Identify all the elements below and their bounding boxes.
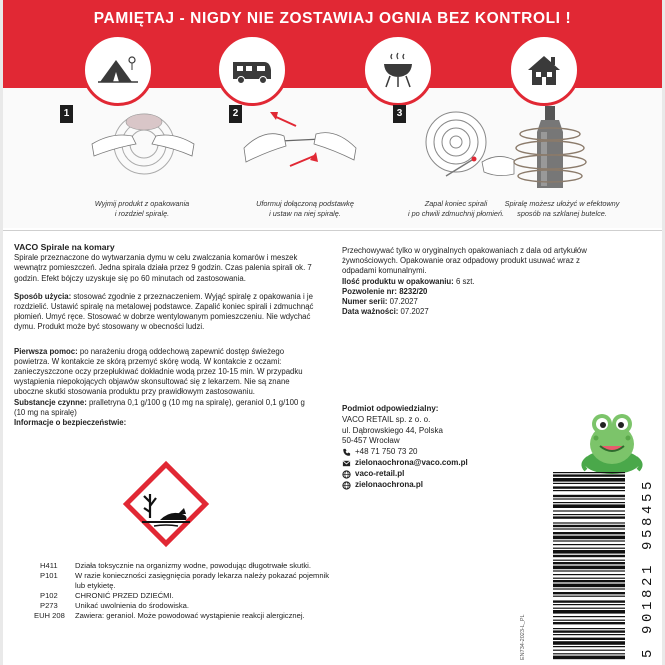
hazard-statements (34, 561, 340, 621)
usage-paragraph (14, 292, 314, 333)
usage-text: stosować zgodnie z przeznaczeniem. Wyjąć spiralę z opakowania i je rozdzielić. Ustawić spiralę na metalowej podstawce. Zapalić koniec spirali i zdmuchnąć płomień. Umyć ręce. Stosować w dobrze wentylowanym pomieszczeniu. Nie wdychać dymu. Produkt może być stosowany w obecności ludzi. (14, 291, 314, 332)
frog-mascot-icon (574, 402, 650, 480)
grill-icon (376, 48, 420, 92)
first-aid-paragraph (14, 347, 314, 398)
barcode-bar (553, 490, 625, 491)
hazard-code: EUH 208 (34, 611, 65, 620)
hazard-row (34, 611, 340, 621)
barcode-digits: 5 901821 958455 (640, 477, 656, 658)
active-text: pralletryna 0,1 g/100 g (10 mg na spiralę), geraniol 0,1 g/100 g (10 mg na spiralę) (14, 397, 305, 417)
barcode (553, 470, 653, 660)
hazard-text: CHRONIĆ PRZED DZIEĆMI. (75, 591, 174, 600)
house-circle (508, 34, 580, 106)
step-2-caption (230, 199, 380, 218)
banner-title: PAMIĘTAJ - NIGDY NIE ZOSTAWIAJ OGNIA BEZ KONTROLI ! (93, 10, 572, 27)
product-intro: Spirale przeznaczone do wytwarzania dymu w celu zwalczania komarów i meszek wewnątrz pomieszczeń. Jedna spirala działa przez 9 godzin. Czas palenia spirali ok. 7 godzin. Efekt bójczy uzyskuje się po 60 minutach od zastosowania. (14, 253, 312, 283)
barcode-bar (553, 616, 625, 617)
barcode-bar (553, 528, 625, 529)
globe-icon (342, 470, 351, 479)
barcode-bar (553, 574, 625, 575)
step-4-caption-line-2: sposób na szklanej butelce. (517, 208, 607, 218)
phone-icon (342, 448, 351, 457)
active-label: Substancje czynne: (14, 397, 87, 407)
barcode-bar (553, 596, 625, 597)
barcode-bar (553, 656, 625, 660)
step-1-caption-line-1: Wyjmij produkt z opakowania (94, 199, 190, 208)
label-code: EN734-2023-L_PL (520, 614, 526, 660)
environment-hazard-icon (120, 458, 212, 550)
barcode-bar (553, 532, 625, 534)
tent-icon (96, 48, 140, 92)
tent-circle (82, 34, 154, 106)
barcode-bar (553, 548, 625, 549)
step-3-caption-line-2: i po chwili zdmuchnij płomień. (407, 208, 505, 218)
barcode-bar (553, 486, 625, 488)
step-1-caption-line-2: i rozdziel spiralę. (114, 208, 170, 218)
website-row-1 (342, 469, 468, 480)
step-2-caption-line-2: i ustaw na niej spiralę. (269, 208, 341, 218)
hazard-text: Działa toksycznie na organizmy wodne, powodując długotrwałe skutki. (75, 561, 311, 570)
barcode-bar (553, 610, 625, 614)
safety-info-label: Informacje o bezpieczeństwie: (14, 418, 127, 428)
serial-row (342, 297, 652, 307)
email-address[interactable]: zielonaochrona@vaco.com.pl (355, 458, 468, 468)
hazard-row (40, 571, 340, 591)
barcode-bar (553, 608, 625, 609)
stand-shaping-illustration (240, 104, 360, 196)
barcode-bar (553, 630, 625, 632)
barcode-bar (553, 502, 625, 503)
hazard-text: Unikać uwolnienia do środowiska. (75, 601, 189, 610)
expiry-row (342, 307, 652, 317)
email-row (342, 458, 468, 469)
serial-label: Numer serii: (342, 297, 388, 307)
barcode-bar (553, 566, 625, 570)
barcode-bar (553, 495, 625, 497)
phone-row (342, 447, 468, 458)
barcode-bar (553, 562, 625, 564)
hazard-code: P101 (40, 571, 58, 580)
barcode-bar (553, 578, 625, 579)
grill-circle (362, 34, 434, 106)
company-name: VACO RETAIL sp. z o. o. (342, 414, 431, 424)
hazard-row (40, 561, 340, 571)
barcode-bar (553, 600, 625, 602)
barcode-bar (553, 536, 625, 540)
spiral-separate-illustration (82, 104, 202, 196)
step-1-caption (67, 199, 217, 218)
usage-label: Sposób użycia: (14, 291, 72, 301)
responsible-label: Podmiot odpowiedzialny: (342, 404, 439, 413)
barcode-bar (553, 653, 625, 654)
website-link-2[interactable]: zielonaochrona.pl (355, 480, 424, 490)
step-4-caption-line-1: Spiralę możesz ułożyć w efektowny (504, 199, 620, 208)
barcode-bar (553, 510, 625, 511)
step-2-caption-line-1: Uformuj dołączoną podstawkę (256, 199, 354, 208)
step-1-badge: 1 (60, 105, 73, 123)
barcode-bar (553, 560, 625, 561)
barcode-bar (553, 525, 625, 527)
barcode-bar (553, 474, 625, 476)
barcode-bar (553, 544, 625, 545)
company-city: 50-457 Wrocław (342, 436, 400, 446)
permit-row (342, 287, 652, 297)
company-street: ul. Dąbrowskiego 44, Polska (342, 425, 443, 435)
storage-text: Przechowywać tylko w oryginalnych opakowaniach z dala od artykułów żywnościowych. Opakowanie oraz odpadowy produkt usuwać wraz z odpadami komunalnymi. (342, 246, 587, 276)
barcode-bar (553, 555, 625, 557)
product-title: VACO Spirale na komary (14, 242, 115, 252)
quantity-label: Ilość produktu w opakowaniu: (342, 276, 454, 286)
permit-label: Pozwolenie nr: (342, 286, 398, 296)
first-aid-label: Pierwsza pomoc: (14, 346, 78, 356)
hazard-row (40, 601, 340, 611)
barcode-bar (553, 516, 625, 518)
step-3-caption-line-1: Zapal koniec spirali (424, 199, 488, 208)
barcode-bar (553, 478, 625, 482)
barcode-bar (553, 650, 625, 651)
expiry-value: 07.2027 (400, 307, 429, 317)
barcode-bar (553, 628, 625, 629)
email-icon (342, 459, 351, 468)
step-3-badge: 3 (393, 105, 406, 123)
website-row-2 (342, 480, 468, 491)
barcode-bar (553, 580, 625, 582)
barcode-bar (553, 570, 625, 571)
step-2-badge: 2 (229, 105, 242, 123)
website-link-1[interactable]: vaco-retail.pl (355, 469, 405, 479)
hazard-text: Zawiera: geraniol. Może powodować wystąpienie reakcji alergicznej. (75, 611, 305, 620)
camper-circle (216, 34, 288, 106)
house-icon (522, 48, 566, 92)
step-4-caption (487, 199, 637, 218)
quantity-row (342, 277, 652, 287)
first-aid-text: po narażeniu drogą oddechową zapewnić dostęp świeżego powietrza. W kontakcie ze skórą przemyć skórę wodą. W kontakcie z oczami: zanieczyszczone oczy przepłukiwać dokładnie wodą przez 10-15 min. W przypadku wystąpienia niepokojących objawów skonsultować się z lekarzem. Nie są znane uboczne skutki stosowania produktu przy prawidłowym zastosowaniu. (14, 346, 303, 397)
active-substances (14, 398, 314, 418)
permit-value: 8232/20 (399, 286, 428, 296)
barcode-bar (553, 550, 625, 554)
hazard-row (40, 591, 340, 601)
barcode-bar (553, 472, 625, 473)
responsible-entity (342, 404, 468, 491)
globe-icon (342, 481, 351, 490)
expiry-label: Data ważności: (342, 307, 399, 317)
barcode-bar (553, 483, 625, 484)
barcode-bar (553, 620, 625, 621)
hazard-code: P102 (40, 591, 58, 600)
storage-info (342, 246, 652, 317)
hazard-text: W razie konieczności zasięgnięcia porady lekarza należy pokazać pojemnik lub etykietę. (75, 571, 330, 590)
barcode-bar (553, 638, 625, 640)
barcode-bar (553, 498, 625, 499)
barcode-bar (553, 514, 625, 515)
quantity-value: 6 szt. (455, 276, 475, 286)
phone-number: +48 71 750 73 20 (355, 447, 418, 457)
barcode-bar (553, 604, 625, 605)
section-divider (3, 230, 662, 231)
serial-value: 07.2027 (389, 297, 418, 307)
barcode-bar (553, 641, 625, 645)
barcode-bar (553, 584, 625, 588)
barcode-bar (553, 622, 625, 624)
bottle-spiral-illustration (499, 104, 619, 196)
barcode-bar (553, 646, 625, 647)
barcode-bar (553, 540, 625, 541)
barcode-bar (553, 504, 625, 508)
barcode-bar (553, 588, 625, 589)
hazard-code: P273 (40, 601, 58, 610)
product-info (14, 242, 314, 428)
barcode-bar (553, 592, 625, 594)
barcode-bar (553, 522, 625, 523)
barcode-bar (553, 634, 625, 635)
camper-van-icon (230, 48, 274, 92)
hazard-code: H411 (40, 561, 58, 570)
